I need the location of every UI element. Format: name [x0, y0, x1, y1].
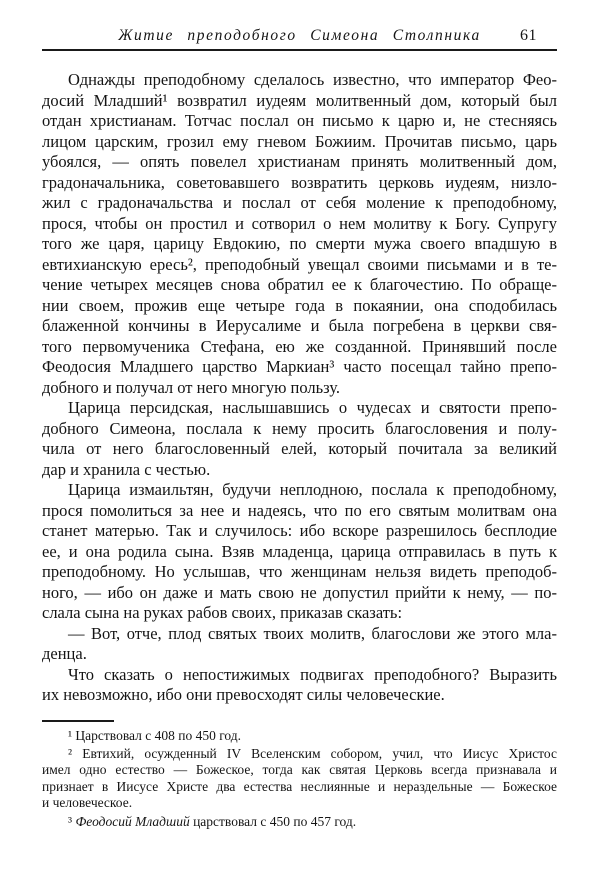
- text-line: ного, — ибо он даже и мать свою не допустил прийти к нему, — по-: [42, 582, 557, 602]
- text-line: того же царя, царицу Евдокию, по смерти мужа своего впадшую в: [42, 234, 557, 253]
- footnote-line: признает в Иисусе Христе два естества неслиянные и нераздельные — Божеское: [42, 778, 557, 794]
- footnote-line: ¹ Царствовал с 408 по 450 год.: [68, 727, 242, 743]
- text-line: — Вот, отче, плод святых твоих молитв, благослови же этого мла-: [68, 623, 557, 643]
- text-line: блаженной кончины в Иерусалиме и была погребена в церкви свя-: [42, 316, 557, 335]
- footnote-separator: [42, 720, 114, 722]
- text-line: лицом царским, грозил ему гневом Божиим. Прочитав письмо, царь: [42, 131, 557, 151]
- text-line: прося, чтобы он простил и сотворил о нем молитву к Богу. Супругу: [42, 213, 557, 233]
- paragraph: [42, 665, 557, 706]
- paragraph: [42, 70, 557, 398]
- running-head-title: Житие преподобного Симеона Столпника: [118, 27, 481, 44]
- text-line: Феодосия Младшего царство Маркиан³ часто посещал тайно препо-: [42, 357, 557, 376]
- text-line: чила от него благословенный елей, который почитала за великий: [42, 439, 557, 458]
- text-line: Царица измаильтян, будучи неплодною, послала к преподобному,: [68, 480, 557, 499]
- text-line: прося помолиться за нее и надеясь, что по его святым молитвам она: [42, 500, 557, 520]
- text-line: убоялся, — опять повелел христианам принять молитвенный дом,: [42, 152, 557, 171]
- text-line: того первомученика Стефана, ею же созданной. Принявший после: [42, 336, 557, 356]
- paragraph: [42, 480, 557, 624]
- footnote: [42, 746, 557, 812]
- page-number: 61: [520, 27, 537, 44]
- text-line: добного и получал от него многую пользу.: [42, 377, 341, 397]
- text-line: ее, и она родила сына. Взяв младенца, царица отправилась в путь к: [42, 541, 557, 561]
- text-line: евтихианскую ересь², преподобный увещал своими письмами и в те-: [42, 254, 557, 274]
- text-line: нии своем, прожив еще четыре года в покаянии, она сподобилась: [42, 295, 557, 315]
- footnotes: [42, 728, 557, 830]
- paragraph: [42, 398, 557, 480]
- footnote: [42, 814, 557, 830]
- footnote-line: ² Евтихий, осужденный IV Вселенским собором, учил, что Иисус Христос: [68, 745, 557, 761]
- paragraph: [42, 624, 557, 665]
- text-line: Что сказать о непостижимых подвигах преподобного? Выразить: [68, 664, 557, 684]
- footnote-line: ³ Феодосий Младший царствовал с 450 по 457 год.: [68, 813, 357, 829]
- text-line: добного Симеона, послала к нему просить благословения и полу-: [42, 418, 557, 438]
- text-line: чение четырех месяцев снова обратил ее к благочестию. По обраще-: [42, 275, 557, 294]
- text-line: дар и хранила с честью.: [42, 459, 211, 479]
- text-line: Однажды преподобному сделалось известно, что император Фео-: [68, 70, 557, 89]
- text-line: станет матерью. Так и случилось: ибо вскоре разрешилось бесплодие: [42, 521, 557, 540]
- text-line: досий Младший¹ возвратил иудеям молитвенный дом, который был: [42, 90, 557, 110]
- body-text: [42, 70, 557, 706]
- text-line: денца.: [42, 644, 87, 663]
- page-header: [42, 27, 557, 51]
- text-line: Царица персидская, наслышавшись о чудесах и святости препо-: [68, 398, 557, 417]
- text-line: слала сына на руках рабов своих, приказав сказать:: [42, 603, 403, 622]
- text-line: преподобному. Но услышав, что женщинам нельзя видеть преподоб-: [42, 562, 557, 581]
- footnote-line: и человеческое.: [42, 795, 133, 811]
- text-line: жил с градоначальства и послал от себя моление к преподобному,: [42, 193, 557, 212]
- text-line: отдан христианам. Тотчас послал он письмо к царю и, не стесняясь: [42, 111, 557, 130]
- footnote: [42, 728, 557, 744]
- footnote-line: имел одно естество — Божеское, тогда как святая Церковь всегда признавала и: [42, 762, 557, 778]
- text-line: градоначальника, советовавшего возвратить церковь иудеям, низло-: [42, 172, 557, 192]
- text-line: их невозможно, ибо они превосходят силы человеческие.: [42, 685, 445, 704]
